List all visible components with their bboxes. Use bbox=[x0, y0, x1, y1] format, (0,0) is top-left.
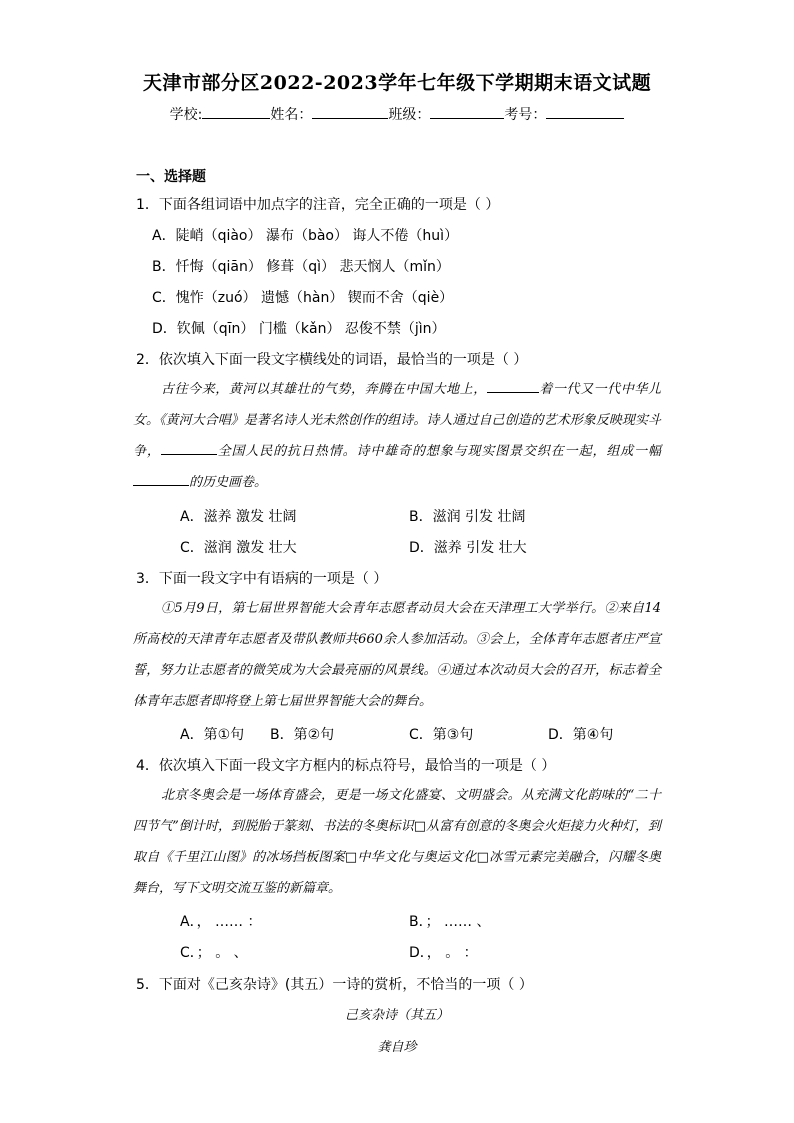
q3-option-c: C．第③句 bbox=[409, 727, 474, 743]
q2-passage: 古往今来，黄河以其雄壮的气势，奔腾在中国大地上， 着一代又一代中华儿女。《黄河大合唱》是著名诗人光未然创作的组诗。诗人通过自己创造的艺术形象反映现实斗争， 全国人民的抗日热情。诗中雄奇的想象与现实图景交织在一起，组成一幅的历史画卷。 bbox=[133, 374, 661, 498]
name-blank bbox=[312, 104, 388, 119]
poem-author: 龚自珍 bbox=[377, 1040, 417, 1055]
q2-stem: 2．依次填入下面一段文字横线处的词语，最恰当的一项是（ ） bbox=[136, 352, 528, 368]
q4-option-d: D．， 。 ： bbox=[409, 945, 478, 961]
q4-passage: 北京冬奥会是一场体育盛会，更是一场文化盛宴、文明盛会。从充满文化韵味的“二十四节气”倒计时，到脱胎于篆刻、书法的冬奥标识□从富有创意的冬奥会火炬接力火种灯，到取自《千里江山图》的冰场挡板图案□中华文化与奥运文化□冰雪元素完美融合，闪耀冬奥舞台，写下文明交流互鉴的新篇章。 bbox=[133, 788, 661, 896]
class-label: 班级： bbox=[388, 107, 431, 123]
q4-stem: 4．依次填入下面一段文字方框内的标点符号，最恰当的一项是（ ） bbox=[136, 758, 556, 774]
exam-no-label: 考号： bbox=[504, 107, 547, 123]
q4-option-c: C．； 。 、 bbox=[180, 945, 248, 961]
school-label: 学校: bbox=[169, 107, 203, 123]
q2-option-c: C．滋润 激发 壮大 bbox=[180, 540, 297, 556]
section-heading: 一、选择题 bbox=[136, 169, 206, 185]
q2-blank-1 bbox=[487, 378, 539, 393]
q4-option-a: A．， …… ： bbox=[180, 914, 262, 930]
q2-option-d: D．滋养 引发 壮大 bbox=[409, 540, 527, 556]
page-title: 天津市部分区2022-2023学年七年级下学期期末语文试题 bbox=[142, 72, 652, 94]
class-blank bbox=[430, 104, 504, 119]
name-label: 姓名： bbox=[270, 107, 313, 123]
q2-option-b: B．滋润 引发 壮阔 bbox=[409, 509, 526, 525]
q3-passage: ①5月9日，第七届世界智能大会青年志愿者动员大会在天津理工大学举行。②来自14所高校的天津青年志愿者及带队教师共660余人参加活动。③会上，全体青年志愿者庄严宣誓，努力让志愿者的微笑成为大会最亮丽的风景线。④通过本次动员大会的召开，标志着全体青年志愿者即将登上第七届世界智能大会的舞台。 bbox=[133, 601, 661, 709]
q1-option-a: A．陡峭（qiào） 瀑布（bào） 诲人不倦（huì） bbox=[152, 228, 459, 244]
q3-option-d: D．第④句 bbox=[548, 727, 614, 743]
q3-option-b: B．第②句 bbox=[270, 727, 335, 743]
q2-option-a: A．滋养 激发 壮阔 bbox=[180, 509, 297, 525]
q4-option-b: B．； …… 、 bbox=[409, 914, 491, 930]
student-info-line bbox=[0, 104, 794, 124]
q1-option-d: D．钦佩（qīn） 门槛（kǎn） 忍俊不禁（jìn） bbox=[152, 321, 446, 337]
q3-option-a: A．第①句 bbox=[180, 727, 245, 743]
q5-stem: 5．下面对《己亥杂诗》(其五）一诗的赏析，不恰当的一项（ ） bbox=[136, 977, 533, 993]
q1-stem: 1．下面各组词语中加点字的注音，完全正确的一项是（ ） bbox=[136, 197, 500, 213]
q2-blank-3 bbox=[133, 471, 189, 486]
q2-blank-2 bbox=[161, 440, 217, 455]
poem-title: 己亥杂诗（其五） bbox=[344, 1008, 449, 1023]
exam-no-blank bbox=[546, 104, 624, 119]
school-blank bbox=[202, 104, 270, 119]
q3-stem: 3．下面一段文字中有语病的一项是（ ） bbox=[136, 571, 388, 587]
q1-option-c: C．愧怍（zuó） 遗憾（hàn） 锲而不舍（qiè） bbox=[152, 290, 454, 306]
q1-option-b: B．忏悔（qiān） 修葺（qì） 悲天悯人（mǐn） bbox=[152, 259, 450, 275]
